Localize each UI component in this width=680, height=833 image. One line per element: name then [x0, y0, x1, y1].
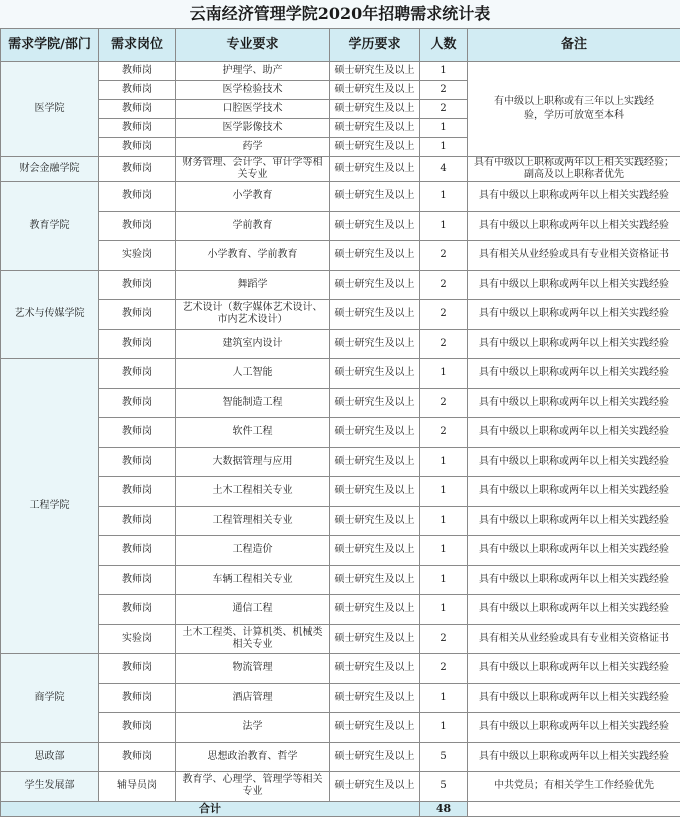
major-cell: 土木工程类、计算机类、机械类相关专业 — [176, 624, 330, 654]
education-cell: 硕士研究生及以上 — [330, 359, 420, 389]
note-cell: 具有中级以上职称或两年以上相关实践经验 — [468, 742, 680, 772]
education-cell: 硕士研究生及以上 — [330, 565, 420, 595]
table-row — [1, 359, 680, 389]
post-cell: 教师岗 — [99, 300, 176, 330]
table-row — [1, 654, 680, 684]
total-label: 合计 — [1, 801, 420, 816]
count-cell: 1 — [420, 683, 468, 713]
post-cell: 教师岗 — [99, 157, 176, 182]
post-cell: 实验岗 — [99, 241, 176, 271]
table-row — [1, 683, 680, 713]
note-cell: 具有中级以上职称或两年以上相关实践经验 — [468, 359, 680, 389]
note-cell: 具有中级以上职称或两年以上相关实践经验 — [468, 683, 680, 713]
department-cell: 工程学院 — [1, 359, 99, 654]
major-cell: 教育学、心理学、管理学等相关专业 — [176, 772, 330, 802]
education-cell: 硕士研究生及以上 — [330, 683, 420, 713]
major-cell: 艺术设计（数字媒体艺术设计、市内艺术设计） — [176, 300, 330, 330]
count-cell: 1 — [420, 211, 468, 241]
major-cell: 工程管理相关专业 — [176, 506, 330, 536]
note-cell: 具有相关从业经验或具有专业相关资格证书 — [468, 624, 680, 654]
count-cell: 5 — [420, 742, 468, 772]
education-cell: 硕士研究生及以上 — [330, 119, 420, 138]
post-cell: 教师岗 — [99, 477, 176, 507]
table-row — [1, 742, 680, 772]
major-cell: 学前教育 — [176, 211, 330, 241]
header-note: 备注 — [468, 29, 680, 62]
note-cell: 具有中级以上职称或两年以上相关实践经验 — [468, 211, 680, 241]
department-cell: 教育学院 — [1, 182, 99, 271]
post-cell: 教师岗 — [99, 270, 176, 300]
education-cell: 硕士研究生及以上 — [330, 138, 420, 157]
count-cell: 1 — [420, 62, 468, 81]
total-count: 48 — [420, 801, 468, 816]
education-cell: 硕士研究生及以上 — [330, 300, 420, 330]
note-cell: 具有中级以上职称或两年以上相关实践经验 — [468, 300, 680, 330]
education-cell: 硕士研究生及以上 — [330, 211, 420, 241]
education-cell: 硕士研究生及以上 — [330, 418, 420, 448]
major-cell: 建筑室内设计 — [176, 329, 330, 359]
post-cell: 教师岗 — [99, 595, 176, 625]
education-cell: 硕士研究生及以上 — [330, 742, 420, 772]
post-cell: 辅导员岗 — [99, 772, 176, 802]
major-cell: 通信工程 — [176, 595, 330, 625]
count-cell: 2 — [420, 329, 468, 359]
department-cell: 商学院 — [1, 654, 99, 743]
total-blank — [468, 801, 680, 816]
count-cell: 2 — [420, 100, 468, 119]
count-cell: 1 — [420, 119, 468, 138]
table-row — [1, 772, 680, 802]
count-cell: 4 — [420, 157, 468, 182]
education-cell: 硕士研究生及以上 — [330, 772, 420, 802]
education-cell: 硕士研究生及以上 — [330, 624, 420, 654]
table-row — [1, 329, 680, 359]
post-cell: 教师岗 — [99, 506, 176, 536]
post-cell: 教师岗 — [99, 100, 176, 119]
table-row — [1, 506, 680, 536]
table-row — [1, 536, 680, 566]
page-title: 云南经济管理学院2020年招聘需求统计表 — [0, 0, 680, 28]
education-cell: 硕士研究生及以上 — [330, 477, 420, 507]
count-cell: 1 — [420, 595, 468, 625]
count-cell: 2 — [420, 654, 468, 684]
table-row — [1, 565, 680, 595]
note-cell: 具有中级以上职称或两年以上相关实践经验 — [468, 418, 680, 448]
major-cell: 酒店管理 — [176, 683, 330, 713]
count-cell: 2 — [420, 388, 468, 418]
table-body — [1, 62, 680, 802]
education-cell: 硕士研究生及以上 — [330, 388, 420, 418]
note-cell: 有中级以上职称或有三年以上实践经验，学历可放宽至本科 — [468, 62, 680, 157]
note-cell: 具有中级以上职称或两年以上相关实践经验 — [468, 447, 680, 477]
table-row — [1, 624, 680, 654]
count-cell: 2 — [420, 241, 468, 271]
note-cell: 具有中级以上职称或两年以上相关实践经验；副高及以上职称者优先 — [468, 157, 680, 182]
table-row — [1, 270, 680, 300]
major-cell: 财务管理、会计学、审计学等相关专业 — [176, 157, 330, 182]
major-cell: 土木工程相关专业 — [176, 477, 330, 507]
count-cell: 1 — [420, 447, 468, 477]
table-row — [1, 300, 680, 330]
department-cell: 思政部 — [1, 742, 99, 772]
note-cell: 具有中级以上职称或两年以上相关实践经验 — [468, 477, 680, 507]
major-cell: 小学教育 — [176, 182, 330, 212]
post-cell: 教师岗 — [99, 447, 176, 477]
table-row — [1, 477, 680, 507]
count-cell: 1 — [420, 182, 468, 212]
table-row — [1, 211, 680, 241]
count-cell: 1 — [420, 477, 468, 507]
post-cell: 教师岗 — [99, 654, 176, 684]
major-cell: 软件工程 — [176, 418, 330, 448]
count-cell: 1 — [420, 565, 468, 595]
count-cell: 2 — [420, 300, 468, 330]
header-post: 需求岗位 — [99, 29, 176, 62]
count-cell: 1 — [420, 359, 468, 389]
major-cell: 车辆工程相关专业 — [176, 565, 330, 595]
department-cell: 学生发展部 — [1, 772, 99, 802]
count-cell: 2 — [420, 418, 468, 448]
post-cell: 教师岗 — [99, 62, 176, 81]
note-cell: 具有中级以上职称或两年以上相关实践经验 — [468, 270, 680, 300]
post-cell: 教师岗 — [99, 565, 176, 595]
post-cell: 教师岗 — [99, 418, 176, 448]
education-cell: 硕士研究生及以上 — [330, 100, 420, 119]
major-cell: 护理学、助产 — [176, 62, 330, 81]
post-cell: 教师岗 — [99, 329, 176, 359]
note-cell: 具有中级以上职称或两年以上相关实践经验 — [468, 654, 680, 684]
header-row — [1, 29, 680, 62]
education-cell: 硕士研究生及以上 — [330, 62, 420, 81]
major-cell: 小学教育、学前教育 — [176, 241, 330, 271]
count-cell: 5 — [420, 772, 468, 802]
total-row — [1, 801, 680, 816]
major-cell: 工程造价 — [176, 536, 330, 566]
count-cell: 2 — [420, 270, 468, 300]
post-cell: 教师岗 — [99, 211, 176, 241]
note-cell: 具有中级以上职称或两年以上相关实践经验 — [468, 506, 680, 536]
recruitment-table — [0, 28, 680, 817]
post-cell: 教师岗 — [99, 683, 176, 713]
header-count: 人数 — [420, 29, 468, 62]
education-cell: 硕士研究生及以上 — [330, 447, 420, 477]
major-cell: 医学检验技术 — [176, 81, 330, 100]
education-cell: 硕士研究生及以上 — [330, 81, 420, 100]
note-cell: 具有中级以上职称或两年以上相关实践经验 — [468, 536, 680, 566]
major-cell: 医学影像技术 — [176, 119, 330, 138]
note-cell: 具有相关从业经验或具有专业相关资格证书 — [468, 241, 680, 271]
education-cell: 硕士研究生及以上 — [330, 536, 420, 566]
count-cell: 1 — [420, 536, 468, 566]
post-cell: 教师岗 — [99, 536, 176, 566]
major-cell: 物流管理 — [176, 654, 330, 684]
post-cell: 教师岗 — [99, 742, 176, 772]
count-cell: 2 — [420, 81, 468, 100]
table-row — [1, 447, 680, 477]
table-row — [1, 157, 680, 182]
major-cell: 大数据管理与应用 — [176, 447, 330, 477]
note-cell: 具有中级以上职称或两年以上相关实践经验 — [468, 182, 680, 212]
major-cell: 思想政治教育、哲学 — [176, 742, 330, 772]
table-row — [1, 62, 680, 81]
header-department: 需求学院/部门 — [1, 29, 99, 62]
table-row — [1, 595, 680, 625]
major-cell: 人工智能 — [176, 359, 330, 389]
education-cell: 硕士研究生及以上 — [330, 182, 420, 212]
count-cell: 1 — [420, 713, 468, 743]
major-cell: 舞蹈学 — [176, 270, 330, 300]
table-row — [1, 418, 680, 448]
education-cell: 硕士研究生及以上 — [330, 595, 420, 625]
table-row — [1, 241, 680, 271]
department-cell: 财会金融学院 — [1, 157, 99, 182]
major-cell: 药学 — [176, 138, 330, 157]
education-cell: 硕士研究生及以上 — [330, 241, 420, 271]
post-cell: 教师岗 — [99, 119, 176, 138]
post-cell: 教师岗 — [99, 713, 176, 743]
department-cell: 艺术与传媒学院 — [1, 270, 99, 359]
header-education: 学历要求 — [330, 29, 420, 62]
count-cell: 1 — [420, 138, 468, 157]
post-cell: 教师岗 — [99, 359, 176, 389]
education-cell: 硕士研究生及以上 — [330, 157, 420, 182]
count-cell: 1 — [420, 506, 468, 536]
note-cell: 中共党员；有相关学生工作经验优先 — [468, 772, 680, 802]
post-cell: 教师岗 — [99, 81, 176, 100]
post-cell: 教师岗 — [99, 388, 176, 418]
education-cell: 硕士研究生及以上 — [330, 329, 420, 359]
education-cell: 硕士研究生及以上 — [330, 654, 420, 684]
post-cell: 教师岗 — [99, 138, 176, 157]
table-row — [1, 182, 680, 212]
major-cell: 智能制造工程 — [176, 388, 330, 418]
note-cell: 具有中级以上职称或两年以上相关实践经验 — [468, 329, 680, 359]
note-cell: 具有中级以上职称或两年以上相关实践经验 — [468, 565, 680, 595]
note-cell: 具有中级以上职称或两年以上相关实践经验 — [468, 388, 680, 418]
note-cell: 具有中级以上职称或两年以上相关实践经验 — [468, 595, 680, 625]
post-cell: 实验岗 — [99, 624, 176, 654]
education-cell: 硕士研究生及以上 — [330, 506, 420, 536]
note-cell: 具有中级以上职称或两年以上相关实践经验 — [468, 713, 680, 743]
post-cell: 教师岗 — [99, 182, 176, 212]
major-cell: 口腔医学技术 — [176, 100, 330, 119]
education-cell: 硕士研究生及以上 — [330, 270, 420, 300]
department-cell: 医学院 — [1, 62, 99, 157]
major-cell: 法学 — [176, 713, 330, 743]
header-major: 专业要求 — [176, 29, 330, 62]
education-cell: 硕士研究生及以上 — [330, 713, 420, 743]
table-row — [1, 713, 680, 743]
table-row — [1, 388, 680, 418]
count-cell: 2 — [420, 624, 468, 654]
